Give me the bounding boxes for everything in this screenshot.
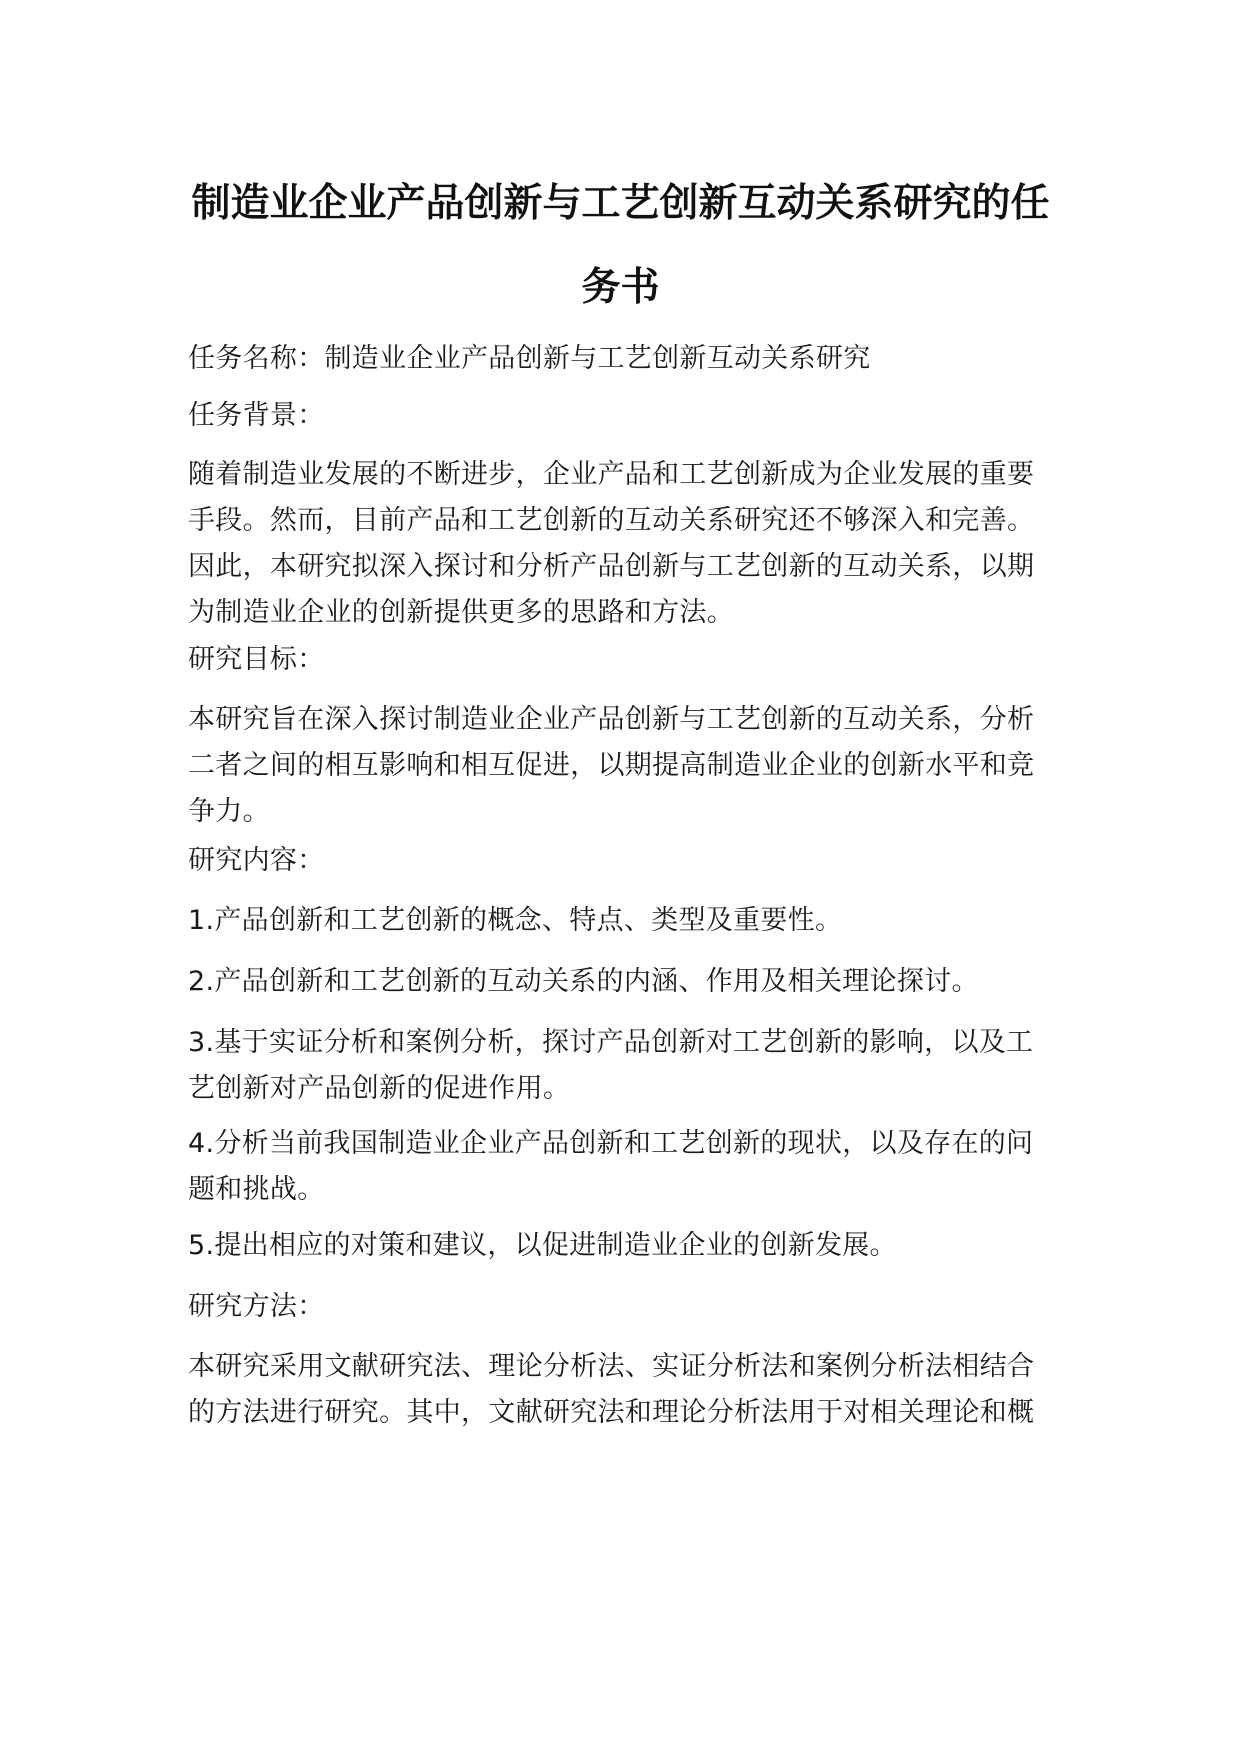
- paragraph-task-background: 随着制造业发展的不断进步，企业产品和工艺创新成为企业发展的重要手段。然而，目前产品和工艺创新的互动关系研究还不够深入和完善。因此，本研究拟深入探讨和分析产品创新与工艺创新的互动关系，以期为制造业企业的创新提供更多的思路和方法。: [188, 459, 1035, 628]
- list-item-content-5: 5.提出相应的对策和建议，以促进制造业企业的创新发展。: [188, 1230, 897, 1261]
- paragraph-task-name: 任务名称：制造业企业产品创新与工艺创新互动关系研究: [188, 343, 871, 374]
- heading-research-goal: 研究目标：: [188, 644, 325, 675]
- heading-research-content: 研究内容：: [188, 845, 325, 876]
- list-item-content-2: 2.产品创新和工艺创新的互动关系的内涵、作用及相关理论探讨。: [188, 966, 979, 997]
- paragraph-research-goal: 本研究旨在深入探讨制造业企业产品创新与工艺创新的互动关系，分析二者之间的相互影响和相互促进，以期提高制造业企业的创新水平和竞争力。: [188, 704, 1035, 827]
- list-item-content-4: 4.分析当前我国制造业企业产品创新和工艺创新的现状，以及存在的问题和挑战。: [188, 1128, 1034, 1205]
- heading-task-background: 任务背景：: [188, 400, 325, 431]
- document-title-line-2: 务书: [581, 265, 660, 310]
- heading-research-method: 研究方法：: [188, 1291, 325, 1322]
- document-title-line-1: 制造业企业产品创新与工艺创新互动关系研究的任: [191, 181, 1050, 226]
- list-item-content-3: 3.基于实证分析和案例分析，探讨产品创新对工艺创新的影响，以及工艺创新对产品创新的促进作用。: [188, 1027, 1034, 1104]
- list-item-content-1: 1.产品创新和工艺创新的概念、特点、类型及重要性。: [188, 905, 843, 936]
- paragraph-research-method: 本研究采用文献研究法、理论分析法、实证分析法和案例分析法相结合的方法进行研究。其中，文献研究法和理论分析法用于对相关理论和概: [188, 1351, 1035, 1428]
